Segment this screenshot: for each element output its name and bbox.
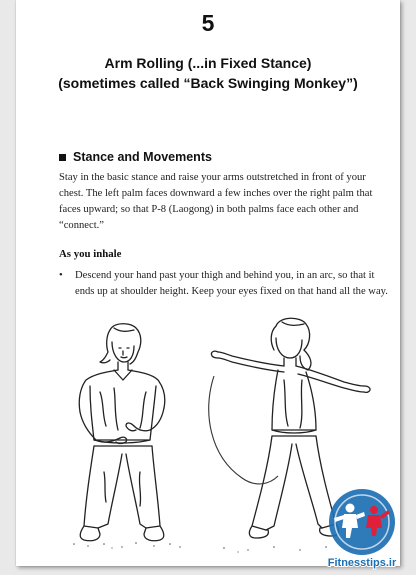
book-page bbox=[16, 0, 400, 566]
paragraph-line: chest. The left palm faces downward a few inches over the right palm that bbox=[59, 188, 373, 199]
square-bullet-icon bbox=[59, 154, 66, 161]
bullet-text bbox=[75, 268, 388, 300]
paragraph-line: faces upward; so that P-8 (Laogong) in both palms face each other and bbox=[59, 204, 359, 215]
paragraph-line: “connect.” bbox=[59, 220, 104, 231]
bullet-line: Descend your hand past your thigh and behind you, in an arc, so that it bbox=[75, 270, 375, 281]
bullet-line: ends up at shoulder height. Keep your eyes fixed on that hand all the way. bbox=[75, 286, 388, 297]
figure-stance-illustration bbox=[64, 322, 188, 552]
fitnesstips-watermark-logo bbox=[316, 484, 412, 572]
title-line-2: (sometimes called “Back Swinging Monkey”) bbox=[58, 75, 358, 91]
watermark-text: Fitnesstips.ir bbox=[327, 557, 397, 569]
subheading-inhale: As you inhale bbox=[59, 248, 122, 260]
exercise-title bbox=[16, 53, 400, 93]
paragraph-line: Stay in the basic stance and raise your arms outstretched in front of your bbox=[59, 172, 366, 183]
section-heading-text: Stance and Movements bbox=[73, 150, 212, 164]
title-line-1: Arm Rolling (...in Fixed Stance) bbox=[104, 55, 312, 71]
bullet-dot: • bbox=[59, 270, 63, 281]
instruction-paragraph bbox=[59, 170, 377, 234]
chapter-number: 5 bbox=[201, 10, 215, 36]
motion-arc bbox=[209, 376, 278, 484]
section-heading bbox=[59, 150, 212, 164]
